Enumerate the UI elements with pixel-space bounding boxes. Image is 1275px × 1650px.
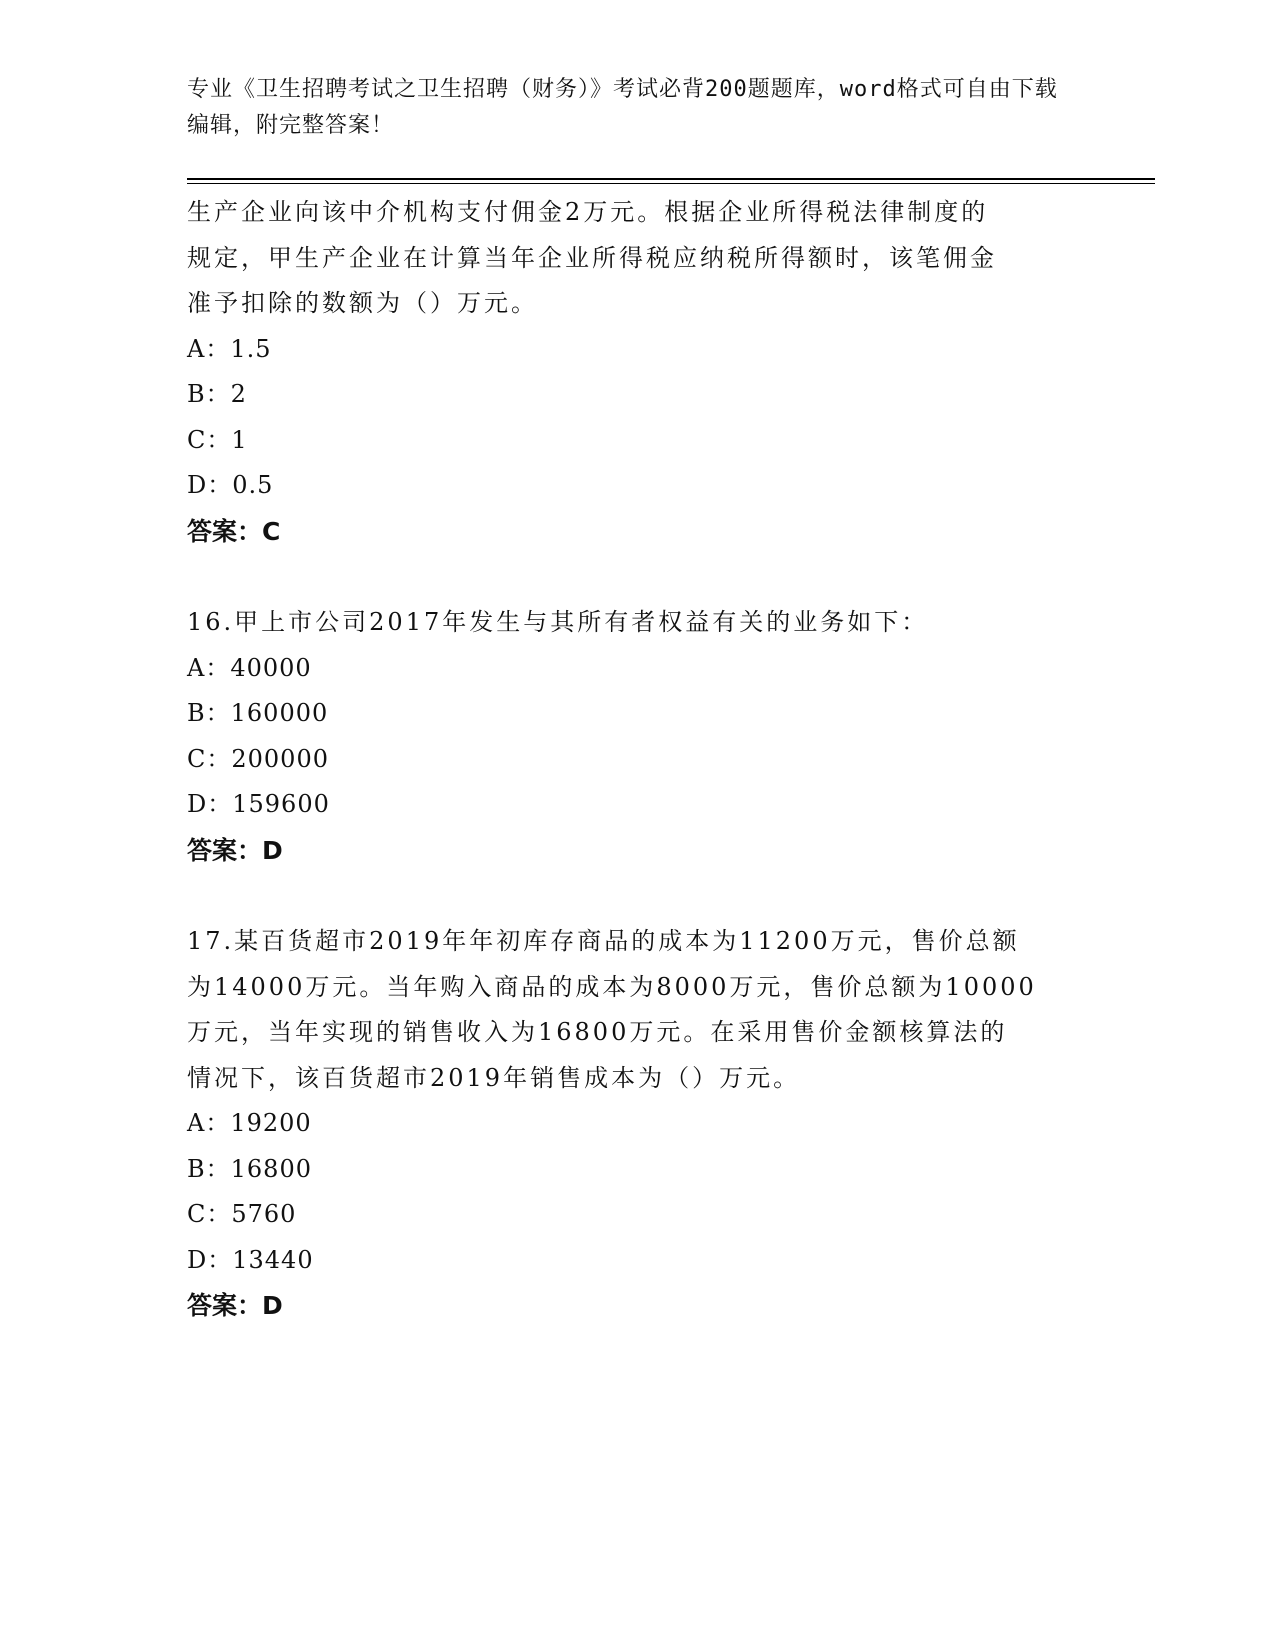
- question-stem-line: 为14000万元。当年购入商品的成本为8000万元，售价总额为10000: [187, 972, 1037, 1001]
- option-c: C：1: [187, 425, 248, 454]
- option-b: B：160000: [187, 699, 329, 727]
- header-rule-thick: [187, 178, 1155, 180]
- answer: 答案：C: [187, 516, 281, 546]
- question-17: [187, 919, 1067, 1329]
- question-stem-line: 生产企业向该中介机构支付佣金2万元。根据企业所得税法律制度的: [187, 198, 989, 226]
- answer: 答案：D: [187, 1291, 283, 1320]
- question-stem-line: 准予扣除的数额为（）万元。: [187, 289, 538, 317]
- option-a: A：1.5: [187, 334, 272, 363]
- option-d: D：13440: [187, 1245, 314, 1274]
- option-d: D：159600: [187, 790, 330, 818]
- option-b: B：2: [187, 380, 247, 408]
- option-d: D：0.5: [187, 471, 274, 499]
- question-stem-line: 16.甲上市公司2017年发生与其所有者权益有关的业务如下：: [187, 608, 929, 636]
- document-header: 专业《卫生招聘考试之卫生招聘（财务）》考试必背200题题库，word格式可自由下载编辑，附完整答案！: [187, 77, 1058, 138]
- question-stem-line: 规定，甲生产企业在计算当年企业所得税应纳税所得额时，该笔佣金: [187, 243, 997, 272]
- question-stem-line: 17.某百货超市2019年年初库存商品的成本为11200万元，售价总额: [187, 927, 1020, 955]
- option-c: C：5760: [187, 1200, 297, 1228]
- question-stem-line: 万元，当年实现的销售收入为16800万元。在采用售价金额核算法的: [187, 1018, 1008, 1046]
- question-stem-line: 情况下，该百货超市2019年销售成本为（）万元。: [187, 1063, 801, 1092]
- option-a: A：40000: [187, 653, 312, 682]
- answer: 答案：D: [187, 835, 283, 865]
- option-a: A：19200: [187, 1109, 312, 1137]
- header-rule-thin: [187, 183, 1155, 184]
- option-c: C：200000: [187, 744, 329, 773]
- option-b: B：16800: [187, 1154, 312, 1183]
- question-16: [187, 600, 1067, 873]
- question-list: [187, 190, 1067, 1375]
- question-15: [187, 190, 1067, 554]
